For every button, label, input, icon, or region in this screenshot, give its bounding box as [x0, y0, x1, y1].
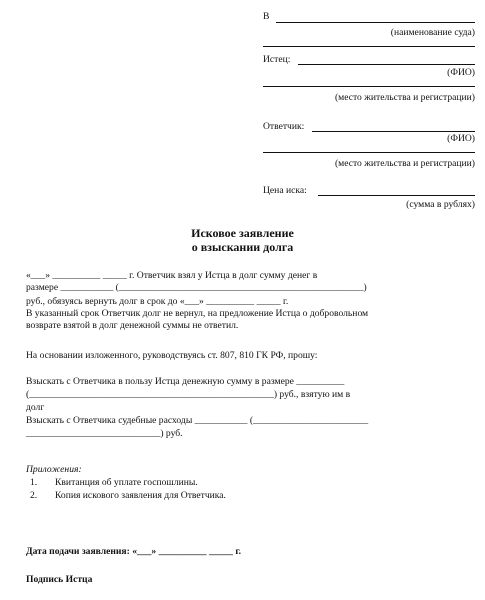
claim-price-caption: (сумма в рублях): [406, 199, 475, 210]
req2-line2: ____________________________) руб.: [26, 428, 183, 439]
req1-line2: (___________________________________________________) руб., взятую им в: [26, 389, 351, 400]
p3: На основании изложенного, руководствуясь ст. 807, 810 ГК РФ, прошу:: [26, 350, 318, 361]
defendant-address-line: [263, 152, 475, 153]
court-line-2: [263, 46, 475, 47]
claim-price-line: [318, 195, 475, 196]
req1-line3: долг: [26, 402, 45, 413]
court-caption: (наименование суда): [390, 27, 475, 38]
plaintiff-signature: Подпись Истца: [26, 574, 93, 585]
p2-line1: В указанный срок Ответчик долг не вернул, на предложение Истца о добровольном: [26, 308, 369, 319]
p1-line1: «___» __________ _____ г. Ответчик взял у Истца в долг сумму денег в: [26, 270, 318, 281]
req2-line1: Взыскать с Ответчика судебные расходы ___________ (________________________: [26, 415, 369, 426]
req1-line1: Взыскать с Ответчика в пользу Истца денежную сумму в размере __________: [26, 376, 345, 387]
attachment-text: Копия искового заявления для Ответчика.: [55, 490, 226, 501]
document-title-line1: Исковое заявление: [191, 226, 294, 240]
plaintiff-line: [298, 64, 475, 65]
defendant-address-caption: (место жительства и регистрации): [334, 158, 475, 169]
defendant-label: Ответчик:: [263, 121, 305, 132]
p2-line2: возврате взятой в долг денежной суммы не ответил.: [26, 320, 239, 331]
p1-line2: размере ___________ (___________________________________________________): [26, 282, 367, 293]
court-line: [276, 22, 475, 23]
court-prefix: В: [263, 11, 270, 22]
attachment-text: Квитанция об уплате госпошлины.: [55, 477, 198, 488]
submission-date: Дата подачи заявления: «___» __________ _____ г.: [26, 546, 242, 557]
defendant-fio-caption: (ФИО): [447, 133, 475, 144]
attachment-num: 2.: [30, 490, 38, 501]
document-title-line2: о взыскании долга: [191, 240, 294, 254]
attachments-heading: Приложения:: [26, 464, 82, 475]
plaintiff-label: Истец:: [263, 54, 291, 65]
attachment-num: 1.: [30, 477, 38, 488]
p1-line3: руб., обязуясь вернуть долг в срок до «___» __________ _____ г.: [26, 296, 289, 307]
plaintiff-fio-caption: (ФИО): [447, 67, 475, 78]
plaintiff-address-line: [263, 86, 475, 87]
claim-price-label: Цена иска:: [263, 185, 307, 196]
defendant-line: [312, 131, 475, 132]
plaintiff-address-caption: (место жительства и регистрации): [334, 92, 475, 103]
